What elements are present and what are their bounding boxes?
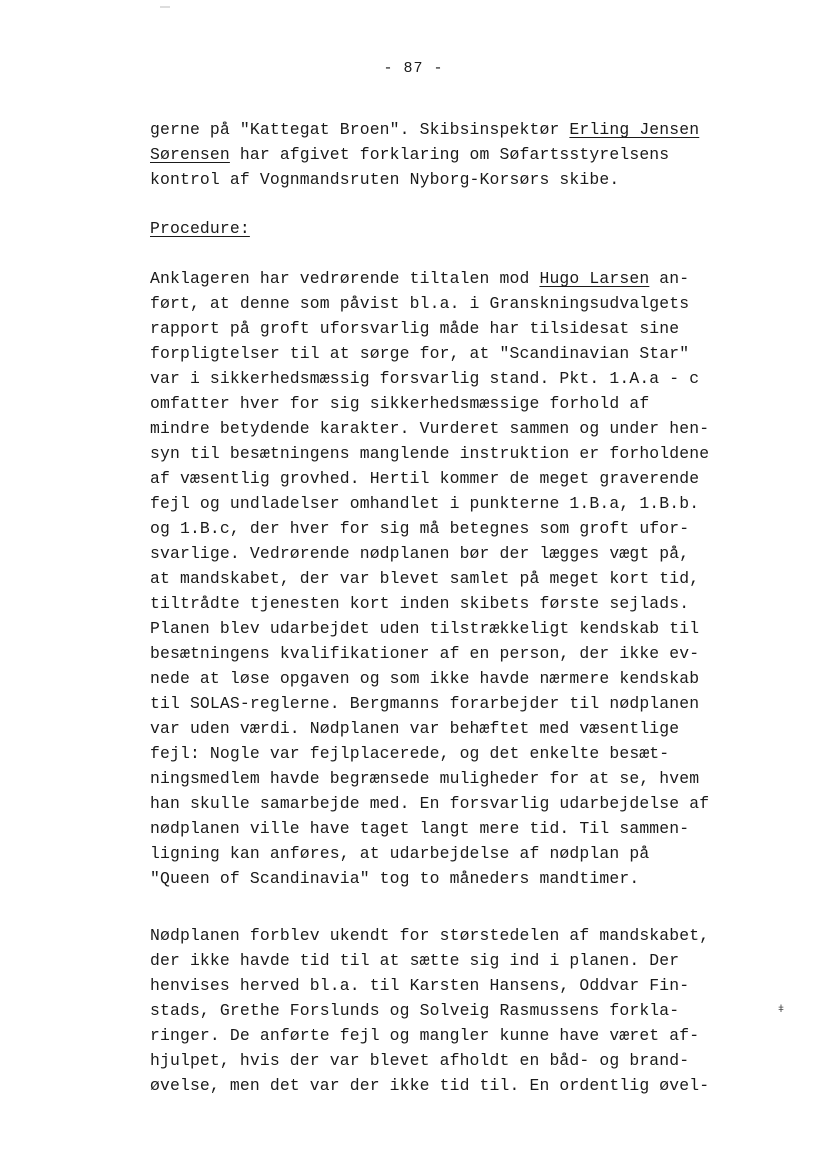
text-segment: øvelse, men det var der ikke tid til. En ordentlig øvel- (150, 1076, 710, 1095)
text-line (150, 769, 699, 789)
text-segment: henvises herved bl.a. til Karsten Hansens, Oddvar Fin- (150, 976, 690, 995)
text-line (150, 319, 679, 339)
text-line (150, 794, 709, 814)
text-segment: syn til besætningens manglende instruktion er forholdene (150, 444, 710, 463)
text-segment: tiltrådte tjenesten kort inden skibets første sejlads. (150, 594, 690, 613)
text-segment: besætningens kvalifikationer af en person, der ikke ev- (150, 644, 700, 663)
text-segment: var i sikkerhedsmæssig forsvarlig stand. Pkt. 1.A.a - c (150, 369, 700, 388)
text-line (150, 469, 699, 489)
text-segment: fejl og undladelser omhandlet i punkterne 1.B.a, 1.B.b. (150, 494, 700, 513)
underlined-text: Sørensen (150, 145, 230, 164)
text-segment: der ikke havde tid til at sætte sig ind i planen. Der (150, 951, 680, 970)
text-segment: nødplanen ville have taget langt mere tid. Til sammen- (150, 819, 690, 838)
text-segment: til SOLAS-reglerne. Bergmanns forarbejder til nødplanen (150, 694, 700, 713)
text-line (150, 1001, 679, 1021)
text-segment: hjulpet, hvis der var blevet afholdt en båd- og brand- (150, 1051, 690, 1070)
text-line (150, 569, 699, 589)
text-line (150, 669, 699, 689)
text-line (150, 1051, 689, 1071)
text-segment: ringer. De anførte fejl og mangler kunne have været af- (150, 1026, 700, 1045)
text-segment: Anklageren har vedrørende tiltalen mod (150, 269, 540, 288)
text-line (150, 1026, 699, 1046)
text-line (150, 494, 699, 514)
text-line (150, 694, 699, 714)
text-line (150, 819, 689, 839)
text-segment: rapport på groft uforsvarlig måde har tilsidesat sine (150, 319, 680, 338)
text-line (150, 170, 619, 190)
underlined-text: Erling Jensen (569, 120, 700, 139)
text-segment: han skulle samarbejde med. En forsvarlig udarbejdelse af (150, 794, 710, 813)
text-segment: mindre betydende karakter. Vurderet sammen og under hen- (150, 419, 710, 438)
text-segment: svarlige. Vedrørende nødplanen bør der lægges vægt på, (150, 544, 690, 563)
text-line (150, 145, 669, 165)
text-segment: at mandskabet, der var blevet samlet på meget kort tid, (150, 569, 700, 588)
text-segment: var uden værdi. Nødplanen var behæftet med væsentlige (150, 719, 680, 738)
text-segment: Planen blev udarbejdet uden tilstrækkeligt kendskab til (150, 619, 700, 638)
text-line (150, 644, 699, 664)
text-segment: gerne på "Kattegat Broen". Skibsinspektør (150, 120, 570, 139)
section-heading (150, 219, 250, 239)
text-segment: kontrol af Vognmandsruten Nyborg-Korsørs skibe. (150, 170, 620, 189)
text-line (150, 844, 649, 864)
text-segment: af væsentlig grovhed. Hertil kommer de meget graverende (150, 469, 700, 488)
text-line (150, 419, 709, 439)
text-line (150, 744, 669, 764)
text-segment: har afgivet forklaring om Søfartsstyrelsens (229, 145, 670, 164)
text-line (150, 869, 639, 889)
text-segment: ført, at denne som påvist bl.a. i Granskningsudvalgets (150, 294, 690, 313)
text-line (150, 1076, 709, 1096)
underlined-text: Hugo Larsen (539, 269, 650, 288)
text-line (150, 120, 699, 140)
text-line (150, 926, 709, 946)
text-segment: stads, Grethe Forslunds og Solveig Rasmussens forkla- (150, 1001, 680, 1020)
text-line (150, 951, 679, 971)
text-segment: nede at løse opgaven og som ikke havde nærmere kendskab (150, 669, 700, 688)
text-line (150, 444, 709, 464)
text-segment: an- (649, 269, 690, 288)
text-line (150, 719, 679, 739)
text-line (150, 269, 689, 289)
page-number: - 87 - (383, 60, 444, 77)
scan-speck (160, 6, 170, 8)
underlined-text: Procedure: (150, 219, 250, 238)
text-segment: ningsmedlem havde begrænsede muligheder for at se, hvem (150, 769, 700, 788)
text-segment: forpligtelser til at sørge for, at "Scandinavian Star" (150, 344, 690, 363)
text-line (150, 294, 689, 314)
text-line (150, 594, 689, 614)
text-segment: fejl: Nogle var fejlplacerede, og det enkelte besæt- (150, 744, 670, 763)
text-segment: omfatter hver for sig sikkerhedsmæssige forhold af (150, 394, 650, 413)
text-segment: og 1.B.c, der hver for sig må betegnes som groft ufor- (150, 519, 690, 538)
text-line (150, 369, 699, 389)
text-line (150, 344, 689, 364)
text-segment: "Queen of Scandinavia" tog to måneders mandtimer. (150, 869, 640, 888)
margin-mark: ǂ (778, 1005, 785, 1016)
text-segment: ligning kan anføres, at udarbejdelse af nødplan på (150, 844, 650, 863)
text-line (150, 619, 699, 639)
text-line (150, 544, 689, 564)
text-line (150, 976, 689, 996)
text-segment: Nødplanen forblev ukendt for størstedelen af mandskabet, (150, 926, 710, 945)
text-line (150, 394, 649, 414)
text-line (150, 519, 689, 539)
